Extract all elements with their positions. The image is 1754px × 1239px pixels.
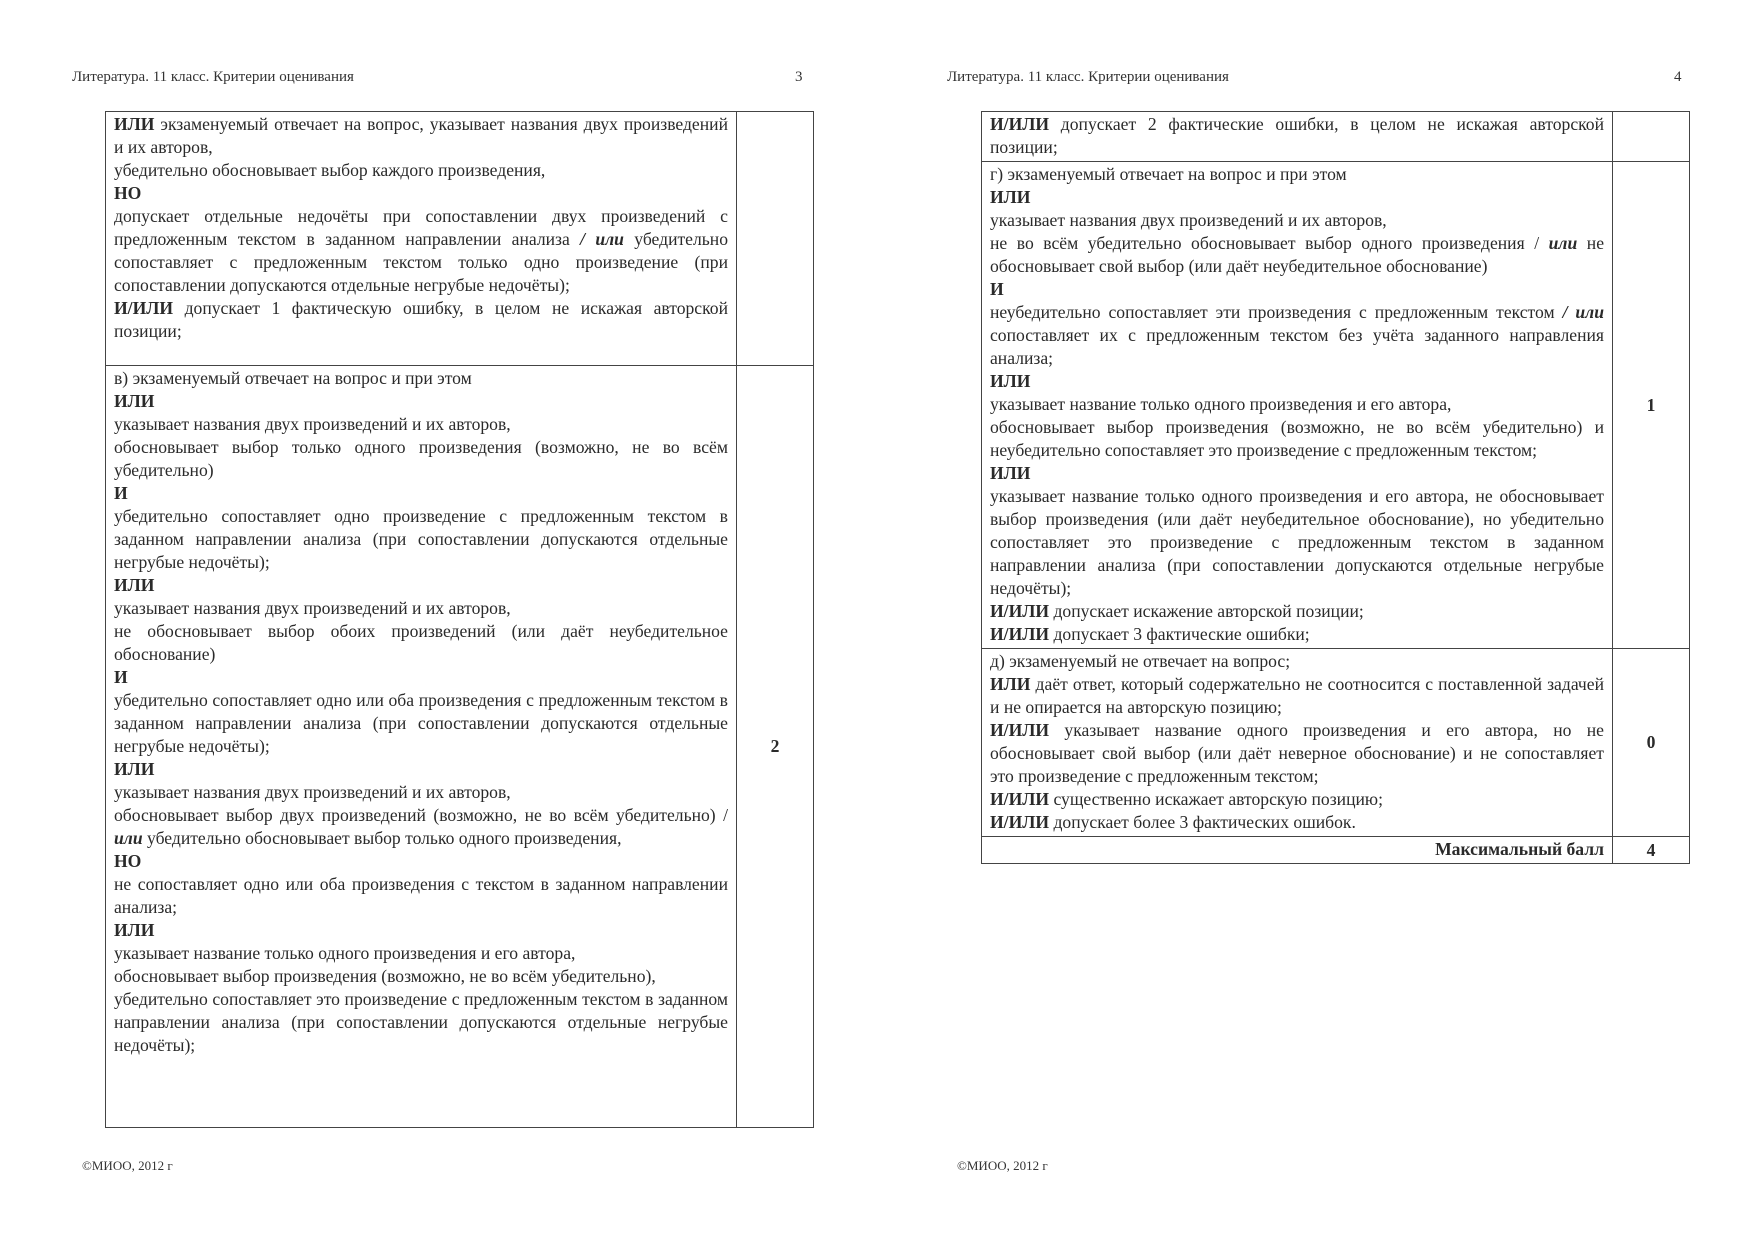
criteria-line: обосновывает выбор только одного произведения (возможно, не во всём убедительно) <box>114 437 728 480</box>
criteria-line: не сопоставляет одно или оба произведения с текстом в заданном направлении анализа; <box>114 874 728 917</box>
criteria-line: И/ИЛИ допускает более 3 фактических ошибок. <box>990 812 1356 832</box>
criteria-line: НО <box>114 183 142 203</box>
criteria-score: 0 <box>1613 649 1690 837</box>
criteria-row <box>982 649 1690 837</box>
criteria-line: И/ИЛИ допускает 1 фактическую ошибку, в целом не искажая авторской позиции; <box>114 298 728 341</box>
criteria-line: не обосновывает выбор обоих произведений (или даёт неубедительное обоснование) <box>114 621 728 664</box>
criteria-line: обосновывает выбор двух произведений (возможно, не во всём убедительно) / или убедительно обосновывает выбор только одного произведения, <box>114 805 728 848</box>
criteria-line: ИЛИ <box>990 463 1031 483</box>
criteria-line: убедительно сопоставляет одно или оба произведения с предложенным текстом в заданном направлении анализа (при сопоставлении допускаются отдельные негрубые недочёты); <box>114 690 728 756</box>
criteria-score: 1 <box>1613 162 1690 649</box>
page-number: 3 <box>795 69 803 85</box>
criteria-text <box>106 112 737 366</box>
criteria-row <box>106 112 814 366</box>
criteria-line: убедительно обосновывает выбор каждого произведения, <box>114 160 546 180</box>
criteria-line: убедительно сопоставляет это произведение с предложенным текстом в заданном направлении анализа (при сопоставлении допускаются отдельные негрубые недочёты); <box>114 989 728 1055</box>
criteria-row <box>982 162 1690 649</box>
criteria-table <box>105 111 814 1128</box>
criteria-line: указывает название только одного произведения и его автора, <box>114 943 576 963</box>
criteria-line: указывает названия двух произведений и их авторов, <box>990 210 1387 230</box>
footer-copyright: ©МИОО, 2012 г <box>957 1158 1048 1173</box>
criteria-score <box>1613 112 1690 162</box>
right-page <box>877 0 1754 1239</box>
criteria-line: ИЛИ <box>114 575 155 595</box>
criteria-line: И/ИЛИ существенно искажает авторскую позицию; <box>990 789 1383 809</box>
criteria-line: И/ИЛИ допускает искажение авторской позиции; <box>990 601 1364 621</box>
total-label: Максимальный балл <box>982 837 1613 864</box>
criteria-line: указывает название только одного произведения и его автора, <box>990 394 1452 414</box>
criteria-line: ИЛИ <box>114 759 155 779</box>
criteria-line: убедительно сопоставляет одно произведение с предложенным текстом в заданном направлении анализа (при сопоставлении допускаются отдельные негрубые недочёты); <box>114 506 728 572</box>
criteria-line: д) экзаменуемый не отвечает на вопрос; <box>990 651 1291 671</box>
criteria-table <box>981 111 1690 864</box>
header-title: Литература. 11 класс. Критерии оценивания <box>947 69 1229 85</box>
criteria-line: неубедительно сопоставляет эти произведения с предложенным текстом / или сопоставляет их с предложенным текстом без учёта заданного направления анализа; <box>990 302 1604 368</box>
criteria-line: в) экзаменуемый отвечает на вопрос и при этом <box>114 368 472 388</box>
criteria-line: И/ИЛИ допускает 2 фактические ошибки, в целом не искажая авторской позиции; <box>990 114 1604 157</box>
criteria-line: И <box>114 667 128 687</box>
criteria-text <box>982 162 1613 649</box>
criteria-line: ИЛИ <box>990 371 1031 391</box>
criteria-line: ИЛИ экзаменуемый отвечает на вопрос, указывает названия двух произведений и их авторов, <box>114 114 728 157</box>
criteria-line: обосновывает выбор произведения (возможно, не во всём убедительно), <box>114 966 656 986</box>
criteria-line: ИЛИ <box>114 920 155 940</box>
criteria-row <box>106 366 814 1128</box>
criteria-line: не во всём убедительно обосновывает выбор одного произведения / или не обосновывает свой выбор (или даёт неубедительное обоснование) <box>990 233 1605 276</box>
criteria-line: И/ИЛИ указывает название одного произведения и его автора, но не обосновывает свой выбор (или даёт неверное обоснование) и не сопоставляет это произведение с предложенным текстом; <box>990 720 1604 786</box>
criteria-text <box>106 366 737 1128</box>
criteria-line: указывает название только одного произведения и его автора, не обосновывает выбор произведения (или даёт неубедительное обоснование), но убедительно сопоставляет это произведение с предложенным текстом в заданном направлении анализа (при сопоставлении допускаются отдельные негрубые недочёты); <box>990 486 1604 598</box>
footer-copyright: ©МИОО, 2012 г <box>82 1158 173 1173</box>
total-row <box>982 837 1690 864</box>
criteria-line: указывает названия двух произведений и их авторов, <box>114 598 511 618</box>
criteria-line: ИЛИ <box>990 187 1031 207</box>
criteria-score: 2 <box>737 366 814 1128</box>
criteria-score <box>737 112 814 366</box>
criteria-row <box>982 112 1690 162</box>
criteria-line: И <box>114 483 128 503</box>
criteria-text <box>982 112 1613 162</box>
criteria-line: допускает отдельные недочёты при сопоставлении двух произведений с предложенным текстом в заданном направлении анализа / или убедительно сопоставляет с предложенным текстом только одно произведение (при сопоставлении допускаются отдельные негрубые недочёты); <box>114 206 729 295</box>
criteria-line: указывает названия двух произведений и их авторов, <box>114 414 511 434</box>
criteria-line: И <box>990 279 1004 299</box>
criteria-text <box>982 649 1613 837</box>
criteria-line: указывает названия двух произведений и их авторов, <box>114 782 511 802</box>
criteria-line: НО <box>114 851 142 871</box>
criteria-line: г) экзаменуемый отвечает на вопрос и при этом <box>990 164 1347 184</box>
criteria-line: ИЛИ <box>114 391 155 411</box>
criteria-line: ИЛИ даёт ответ, который содержательно не соотносится с поставленной задачей и не опирается на авторскую позицию; <box>990 674 1604 717</box>
criteria-line: И/ИЛИ допускает 3 фактические ошибки; <box>990 624 1310 644</box>
page-number: 4 <box>1674 69 1682 85</box>
criteria-line: обосновывает выбор произведения (возможно, не во всём убедительно) и неубедительно сопоставляет это произведение с предложенным текстом; <box>990 417 1604 460</box>
header-title: Литература. 11 класс. Критерии оценивания <box>72 69 354 85</box>
total-score: 4 <box>1613 837 1690 864</box>
